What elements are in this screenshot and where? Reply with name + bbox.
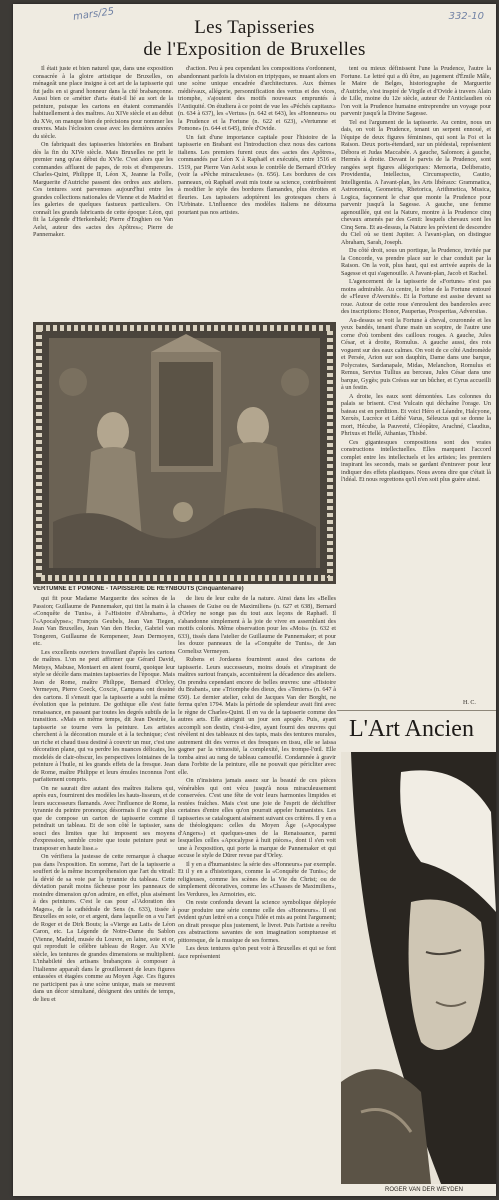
paragraph: Il y en a d'humanistes: la série des «Honneurs» par exemple. Et il y en a d'historiques, comme la «Conquête de Tunis»; de religieuses, comme les scènes de la Vie du Christ; ou de simplement décoratives, comme les «Chasses de Maximilien», les Verdures, les Armoiries, etc. — [178, 860, 336, 898]
paragraph: On vérifiera la justesse de cette remarque à chaque pas dans l'exposition. En somme, l'art de la tapisserie a souffert de la même incompréhension que l'art du vitrail: la dévié de sa voie par la tyrannie du tableau. Cette déviation paraît moins fâcheuse pour les panneaux de moindre dimension qu'on admire, en effet, plus aisément à des peintures. C'est le cas pour «l'Adoration des Mages», de la cathédrale de Sens (n. 633), tissée à Bruxelles en soie, or et argent, dans laquelle on a vu l'art de Roger et de Dirk Bouts; la «Vierge au Lait» de Léon Caron, etc. La Légende de Notre-Dame du Sablon (Vienne, Madrid, musée du Louvre, en laine, soie et or, qui reproduit le célèbre tableau de Roger. Au XVIe siècle, les tentures de grandes dimensions se multiplient. L'inhabileté des artisans brabançons à composer à l'italienne apparaît dans le grouillement de leurs figures entassées et étagées comme au Moyen Âge. Ces figures ne participent pas à une scène unique, mais se meuvent dans un décor simultané, désignent des unités de temps, de lieu et — [33, 853, 175, 1003]
text-column-2-bottom — [178, 595, 336, 1193]
author-signature: H. C. — [463, 700, 476, 706]
article-title-line-2: de l'Exposition de Bruxelles — [143, 39, 366, 60]
article-title-line-1: Les Tapisseries — [194, 17, 315, 38]
portrait-caption: ROGER VAN DER WEYDEN — [385, 1187, 463, 1193]
photo-caption: VERTUMNE ET POMONE - TAPISSERIE DE REYNBOUTS (Cinquantenaire) — [33, 586, 244, 592]
paragraph: de lieu de leur culte de la nature. Ainsi dans les «Belles chasses de Guise ou de Maximilien» (n. 627 et 638), Bernard d'Orley ne songe pas du tout aux leçons de Raphaël. Il s'abandonne simplement à la joie de vivre en assemblant des motifs colorés. Même observation pour les «Mois» (n. 632 et 633), tissés dans l'atelier de Guillaume de Pannemaker; et pour les douze panneaux de la «Conquête de Tunis», de Jan Cornelisz Vermeyen. — [178, 595, 336, 655]
paragraph: Les excellents ouvriers travaillant d'après les cartons de maîtres. L'on ne peut affirmer que Gérard David, Metsys, Mabuse, Montaert en aient fourni, quoique leur style se décèle dans maintes tapisseries de l'époque. Mais Jean de Rome, maître Philippe, Bernard d'Orley, Vermeyen, Pierre Coeck, Coxcie, Campana ont dessiné des cartons. Il s'ensuit que la tapisserie a subi la même évolution que la peinture. De gothique elle s'est faite renaissance, en passant par toutes les degrés subtils de la transition. «Mais en même temps, dit Jean Destrée, la tapisserie se tourne vers la peinture. Les artistes cherchent à la décoration murale et à la technique; c'est un riche et chaud tissu destiné à couvrir un mur, c'est une décoration plane, qui va perdre les nuances délicates, les modelés de clair-obscur, les perspectives lointaines de la peinture à l'huile, ni les grands effets de la fresque. Jean de Rome, maître Philippe et leurs émules inconnus l'ont parfaitement compris. — [33, 648, 175, 783]
paragraph: Du côté droit, sous un portique, la Prudence, invitée par la Concorde, va prendre place sur le char conduit par la Raison. On la voit, plus haut, qui est arrivée auprès de la Sagesse et qui s'agenouille. A l'avant-plan, Jacob et Rachel. — [341, 247, 491, 277]
paragraph: Tel est l'argument de la tapisserie. Au centre, nous un dais, on voit la Prudence, tenant un serpent ennoué, et l'équipe de deux figures féminines, qui sont la Foi et la Raison. Deux ports-étendard, sur un piédestal, représentent Débora et Judas Maccabée. A gauche, Salomon; à gauche, Hermès à droite. Devant le parvis de la Prudence, sont rangées sept figures allégoriques: Memoria, Deliberatio, Providentia, Intellectus, Circumspectio, Cautio, Intelligentia. A l'avant-plan, les Arts libéraux: Grammatica, Astronomia, Geometria, Rhetorica, Arithmetica, Musica, Logica, façonnent le char que monte la Prudence pour parvenir jusqu'à la Sagesse. A gauche, une femme agenouillée, qui est la Nature, montre à la Prudence cinq chevaux amenés par des Genii: lesquels chevaux sont les Cinq Sens. Et au-dessus, la Nature les prévient de descendre du Ciel où se tient Jupiter. A l'avant-plan, on distingue Abraham, Sarah, Joseph. — [341, 118, 491, 246]
paragraph: Au-dessus se voit la Fortune à cheval, couronnée et les yeux bandés, tenant d'une main un sceptre, de l'autre une corne d'où tombent des cailloux rouges. A gauche, Jules César, et à droite, Romulus. A gauche aussi, des rois voguent sur des eaux calmes. On voit de ce côté Andromède et Persée, Arion sur son dauphin, Dame dans une barque, Polycrates, Sardanapale, Midas, Melanchon, Romulus et Remus, Servius Tullius au berceau, Jules César dans une barque, Gygès; puis Crésus sur un bûcher, et Cyrus accueilli à un festin. — [341, 316, 491, 391]
second-article-heading: L'Art Ancien — [349, 716, 474, 742]
paragraph: L'agencement de la tapisserie de «Fortune» n'est pas moins admirable. Au centre, le trône de la Fortune entouré de «Fleuve d'Aversité». Et la Fortune est assise devant sa roue. Autour de cette roue s'enroulent des banderoles avec des inscriptions: Honor, Paupertas, Prosperitas, Adversitas. — [341, 278, 491, 315]
paragraph: Un fait d'une importance capitale pour l'histoire de la tapisserie en Brabant est l'introduction chez nous des cartons italiens. Les premiers furent ceux des «actes des Apôtres», commandés par Léon X à Raphaël et exécutés, entre 1516 et 1519, par Pierre Van Aelst sous le contrôle de Bernard d'Orley (voir la «Pêche miraculeuse» (n. 656). Les bordures de ces panneaux, où Raphaël avait mis toute sa science, contribuèrent à modifier le style des bordures flamandes, plus étroites et fleuries. Les tapissiers adoptèrent les grotesques chers à l'Urbinate. L'influence des modèles italiens ne détourna pourtant pas nos artistes. — [178, 133, 336, 216]
paragraph: On n'insistera jamais assez sur la beauté de ces pièces vénérables qui ont vécu jusqu'à nous miraculeusement conservées. C'est une fête de voir leurs harmonies limpides et restées fraîches. Mais c'est une joie de l'esprit de déchiffrer certaines d'entre elles qu'on pourrait appeler humanistes. Les tapisseries se cataloguent aisément suivant ces critères. Il y en a de théologiques: celles du Moyen Âge («Apocalypse d'Angers») et quelques-unes de la Renaissance, parmi lesquelles celles «Apocalypse à huit pièces», dont il s'en voit une à l'exposition, qui porte la marque de Pannemaker et qui accuse le style de Dürer revue par d'Orley. — [178, 777, 336, 859]
paragraph: d'action. Peu à peu cependant les compositions s'ordonnent, abandonnant parfois la division en triptyques, se muant alors en une scène unique encadrée d'architectures. Aux thèmes médiévaux, allégorie, personnification des vertus et des vices, triomphe, s'ajoutent des motifs nouveaux empruntés à l'Antiquité. On étudiera à ce point de vue les «Péchés capitaux» (n. 634 à 637), les «Vertus» (n. 642 et 643), les «Honneurs» ou la Prudence et la Fortune (n. 622 et 623), «Vertumne et Pomone» (n. 644 et 645), tirée d'Ovide. — [178, 65, 336, 132]
text-column-1-top — [33, 65, 173, 318]
paragraph: A droite, les eaux sont démontées. Les colonnes du palais se brisent. C'est Vulcain qui déchaîne l'orage. Un bateau est en perdition. Et voici Héro et Léandre, Halcyone, Xerxès, Lucrèce et Léthé Varus, Séleucus qui se donne la mort, Hécube, la Pauvreté, Cléopâtre, Arachné, Claudius, Phrixus et Hellé, Athanias, Thisbé. — [341, 392, 491, 437]
paragraph: On fabriquait des tapisseries historiées en Brabant dès la fin du XIVe siècle. Mais Bruxelles ne prit le premier rang qu'au début du XVIe. C'est alors que les commandes affluent de papes, de rois et d'empereurs. Charles-Quint, Philippe II, Léon X, Jeanne la Folle, Marguerite d'Autriche passent des ordres aux ateliers. Ces tentures sont parvenues aujourd'hui entre les grandes collections nationales de Vienne et de Madrid et les galeries de quelques fastueux particuliers. On connaît les grands fabricants de cette époque: Léon, qui fit la Légende d'Herkenbald; Pierre d'Enghien ou Van Aelst, auteur des «actes des Apôtres»; Pierre de Pannemaker. — [33, 141, 173, 238]
paragraph: Il était juste et bien naturel que, dans une exposition consacrée à la gloire artistique de Bruxelles, on ménageât une place insigne à cet art de la tapisserie qui fut jadis en si grand honneur dans la cité brabançonne. Aussi bien ce «métier d'art» était-il lié au sort de la peinture, puisque les cartons en étaient commandés habituellement à des maîtres. Au XIVe siècle et au début du XVe, on manque bien de précisions pour nommer les œuvres. Mais l'éclosion cesse avec les dernières années du siècle. — [33, 65, 173, 140]
portrait-photo — [341, 752, 496, 1184]
article-title — [13, 17, 496, 61]
paragraph: Les deux tentures qu'on peut voir à Bruxelles et qui se font face représentent — [178, 945, 336, 960]
handwritten-date: mars/25 — [72, 6, 115, 23]
paragraph: Rubens et Jordaens fournirent aussi des cartons de tapisserie. Leurs successeurs, moins doués et s'inspirant de maîtres surtout français, accentuèrent la décadence des ateliers. On prendra cependant encore de belles œuvres: une «Histoire du Brabant», une «Triomphe des dieux, des «Teniers» (n. 647 à 650). Le dernier atelier, celui de Jacques Van der Borght, ne ferma qu'en 1794. Mais la période de splendeur avait fini avec le règne de Charles-Quint. Il en va de la tapisserie comme des autres arts. Elle atteignit un jour son apogée. Puis, ayant accompli son destin, c'est-à-dire, ayant fourni des œuvres qui révèlent ni des tableaux ni des tapis, mais des tentures murales, autrement dit des verres et des fresques en tissu, elle se laissa gagner par la virtuosité, la complexité, les trompe-l'œil. Elle tomba ainsi au rang de tableau camouflé. Condamnée à gravir dans l'orbite de la peinture, elle ne pouvait que péricliter avec elle. — [178, 656, 336, 776]
text-column-2-top — [178, 65, 336, 318]
tapestry-illustration — [33, 322, 336, 584]
newspaper-clipping — [13, 4, 496, 1196]
paragraph: Ces gigantesques compositions sont des vraies constructions intellectuelles. Elles marquent l'accord complet entre les intellectuels et les artistes; les premiers inspirant les seconds, mais se gardant d'entraver pour leur indiquer des effets plastiques. Nous avons dire que c'était là l'idéal. Et nous regrettons qu'il n'en soit plus guère ainsi. — [341, 438, 491, 483]
text-column-1-bottom — [33, 595, 175, 1193]
paragraph: On reste confondu devant la science symbolique déployée pour produire une série comme celle des «Honneurs». Il est évident qu'un lettré en a conçu l'idée et mis au point l'argument; on dirait presque plus justement, le livret. Puis l'artiste a revêtu ces abstractions savantes de son imagination somptueuse et pittoresque, de la musique de ses formes. — [178, 899, 336, 944]
paragraph: tent ou mieux définissent l'une la Prudence, l'autre la Fortune. Le lettré qui a dû être, au jugement d'Émile Mâle, le Maire de Belges, historiographe de Marguerite d'Autriche, s'est inspiré de Virgile et d'Ovide à travers Alain de Lille, moine du 12e siècle, auteur de l'Anticlaudien où l'on voit la Prudence humaine entreprendre un voyage pour parvenir jusqu'à la Divine Sagesse. — [341, 65, 491, 117]
section-divider — [337, 710, 496, 711]
paragraph: qui fit pour Madame Marguerite des scènes de la Passion; Guillaume de Pannemaker, qui tint la main à la «Conquête de Tunis», à l'«Histoire d'Abraham», à l'«Apocalypse»; François Geubels, Jean Van Tiegen, Jean Van Bruxelles, Jean Van den Hecke, Gabriel van Tongeren, Guillaume de Kempeneer, Jean Dermoyen, etc. — [33, 595, 175, 647]
portrait-illustration — [341, 752, 496, 1184]
tapestry-photo — [33, 322, 336, 584]
paragraph: On ne saurait dire autant des maîtres italiens qui, après eux, fournirent des modèles les hauts-lisseurs, et de leurs successeurs flamands. Avec l'influence de Rome, la tyrannie du peintre prononça; désormais il ne s'agit plus que de compose un carton de tapisserie comme il peindrait un tableau. Et de son côté le tapissier, sans souci des limites que lui imposent ses moyens d'expression, semble croire que toute peinture peut se transposer en haute lisse.» — [33, 784, 175, 852]
handwritten-reference: 332-10 — [448, 11, 484, 22]
text-column-3 — [341, 65, 491, 695]
